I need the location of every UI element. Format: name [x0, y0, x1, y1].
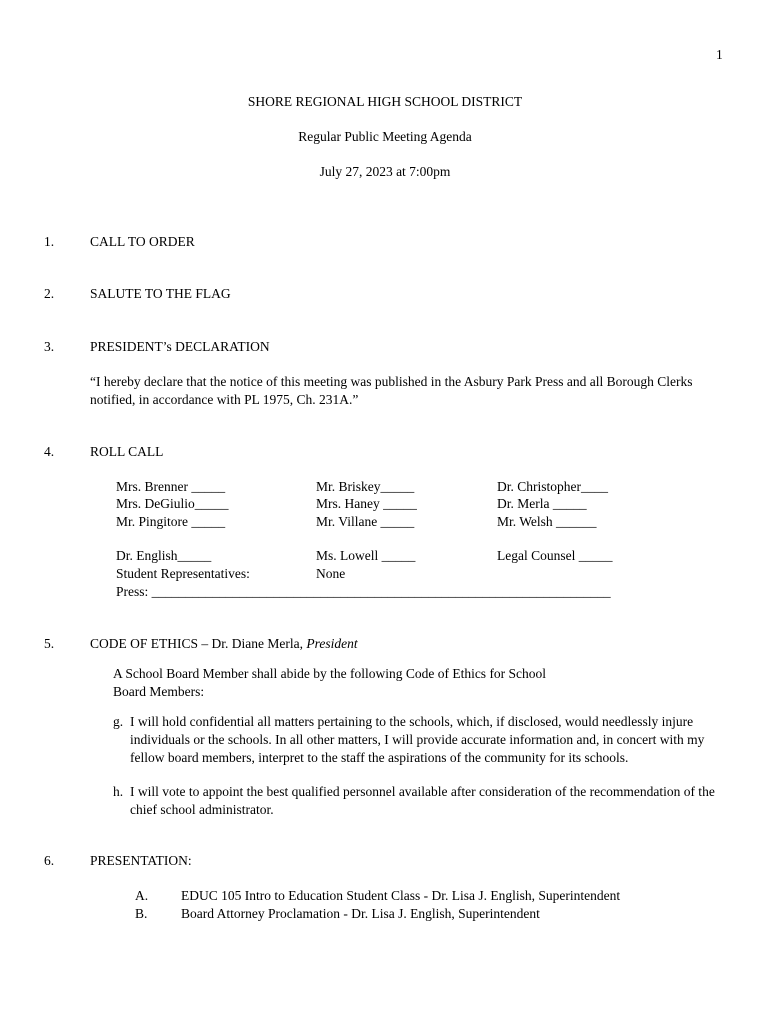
- press-line: Press: ____________________________________________________________________: [116, 584, 611, 599]
- list-marker: A.: [135, 888, 149, 903]
- ethics-title-text: CODE OF ETHICS – Dr. Diane Merla,: [90, 636, 307, 651]
- ethics-list-item: [113, 713, 733, 767]
- page-number: 1: [716, 47, 723, 62]
- list-text: I will vote to appoint the best qualified personnel available after consideration of the recommendation of the chief school administrator.: [130, 784, 715, 817]
- item-number: 4.: [44, 444, 55, 459]
- item-number: 6.: [44, 853, 55, 868]
- item-number: 1.: [44, 234, 55, 249]
- roll-call-entry: None: [316, 566, 346, 581]
- list-marker: h.: [113, 784, 124, 799]
- list-marker: g.: [113, 714, 124, 729]
- meeting-date: July 27, 2023 at 7:00pm: [319, 164, 451, 179]
- list-marker: B.: [135, 906, 148, 921]
- roll-call-entry: Mrs. DeGiulio_____: [116, 496, 229, 511]
- roll-call-entry: Dr. Merla _____: [497, 496, 587, 511]
- item-title-roll-call: ROLL CALL: [90, 444, 164, 459]
- meeting-title: Regular Public Meeting Agenda: [298, 129, 472, 144]
- declaration-text-line: “I hereby declare that the notice of this meeting was published in the Asbury Park Press and all Borough Clerks: [90, 374, 693, 389]
- roll-call-entry: Student Representatives:: [116, 566, 250, 581]
- roll-call-entry: Dr. English_____: [116, 548, 212, 563]
- item-number: 5.: [44, 636, 55, 651]
- ethics-title-role: President: [306, 636, 358, 651]
- item-number: 2.: [44, 286, 55, 301]
- declaration-text-line: notified, in accordance with PL 1975, Ch. 231A.”: [90, 392, 359, 407]
- item-title-call-to-order: CALL TO ORDER: [90, 234, 195, 249]
- roll-call-entry: Mr. Villane _____: [316, 514, 415, 529]
- roll-call-entry: Mr. Welsh ______: [497, 514, 597, 529]
- roll-call-entry: Mr. Briskey_____: [316, 479, 415, 494]
- roll-call-entry: Legal Counsel _____: [497, 548, 613, 563]
- item-number: 3.: [44, 339, 55, 354]
- district-title: SHORE REGIONAL HIGH SCHOOL DISTRICT: [247, 94, 523, 109]
- item-title-presentation: PRESENTATION:: [90, 853, 192, 868]
- item-title-declaration: PRESIDENT’s DECLARATION: [90, 339, 270, 354]
- list-text: I will hold confidential all matters pertaining to the schools, which, if disclosed, would needlessly injure individuals or the schools. In all other matters, I will provide accurate information and, in concert with my fellow board members, interpret to the staff the aspirations of the community for its schools.: [130, 714, 705, 765]
- ethics-intro-line: A School Board Member shall abide by the following Code of Ethics for School: [113, 666, 547, 681]
- item-title-salute: SALUTE TO THE FLAG: [90, 286, 231, 301]
- list-text: Board Attorney Proclamation - Dr. Lisa J. English, Superintendent: [181, 906, 540, 921]
- roll-call-entry: Mrs. Haney _____: [316, 496, 417, 511]
- roll-call-entry: Mr. Pingitore _____: [116, 514, 226, 529]
- ethics-list-item: [113, 783, 733, 819]
- ethics-intro-line: Board Members:: [113, 684, 205, 699]
- roll-call-entry: Mrs. Brenner _____: [116, 479, 226, 494]
- list-text: EDUC 105 Intro to Education Student Class - Dr. Lisa J. English, Superintendent: [181, 888, 621, 903]
- roll-call-entry: Dr. Christopher____: [497, 479, 608, 494]
- item-title-code-of-ethics: [90, 636, 358, 652]
- roll-call-entry: Ms. Lowell _____: [316, 548, 416, 563]
